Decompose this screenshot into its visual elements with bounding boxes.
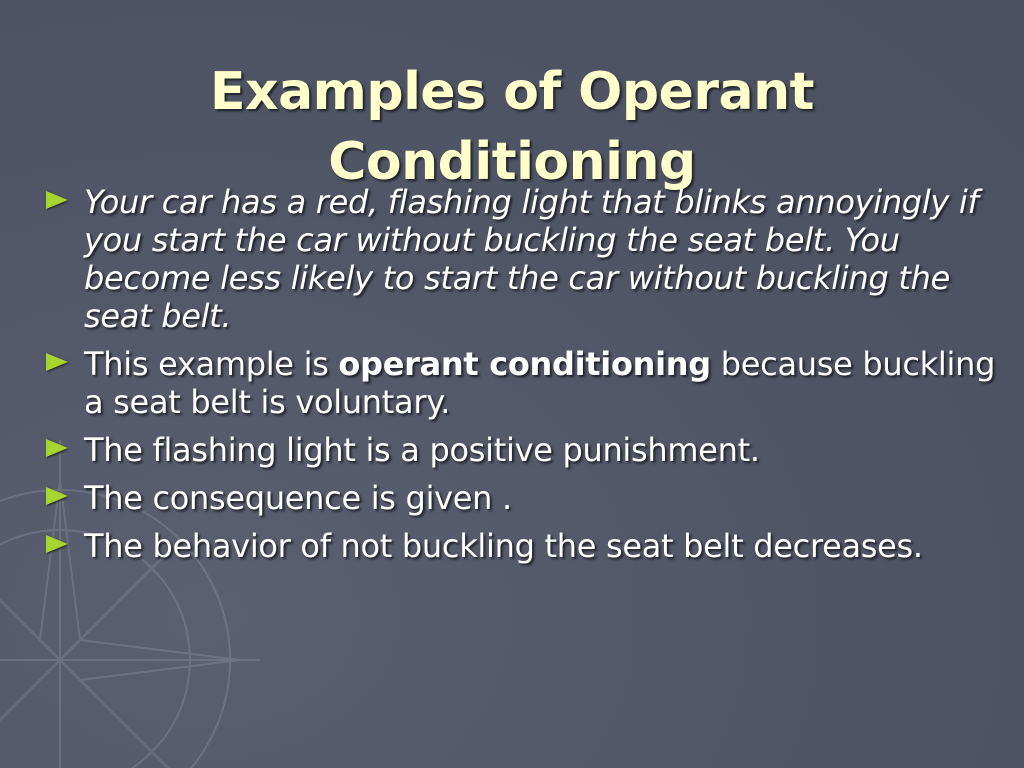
- bullet-item: [46, 431, 996, 469]
- triangle-right-icon: [46, 439, 68, 457]
- triangle-right-icon: [46, 191, 68, 209]
- triangle-right-icon: [46, 353, 68, 371]
- bullet-text: Your car has a red, flashing light that blinks annoyingly if you start the car without buckling the seat belt. You become less likely to start the car without buckling the seat belt.: [84, 183, 979, 335]
- bullet-text: The consequence is given .: [84, 479, 512, 517]
- triangle-right-icon: [46, 535, 68, 553]
- bullet-text: [84, 345, 995, 421]
- bullet-text-after: because buckling a seat belt is voluntary.: [84, 345, 996, 421]
- bullet-text-before: This example is: [84, 345, 339, 383]
- bullet-list: [46, 183, 996, 575]
- bullet-item: [46, 479, 996, 517]
- bullet-item: [46, 183, 996, 335]
- bullet-text-bold: operant conditioning: [338, 345, 711, 383]
- bullet-item: [46, 345, 996, 421]
- triangle-right-icon: [46, 487, 68, 505]
- slide-title: [0, 57, 1024, 197]
- bullet-text: The flashing light is a positive punishment.: [84, 431, 760, 469]
- slide-title-line-1: Examples of Operant: [210, 61, 814, 122]
- slide-title-line-2: Conditioning: [328, 131, 696, 192]
- bullet-item: [46, 527, 996, 565]
- bullet-text: The behavior of not buckling the seat belt decreases.: [84, 527, 923, 565]
